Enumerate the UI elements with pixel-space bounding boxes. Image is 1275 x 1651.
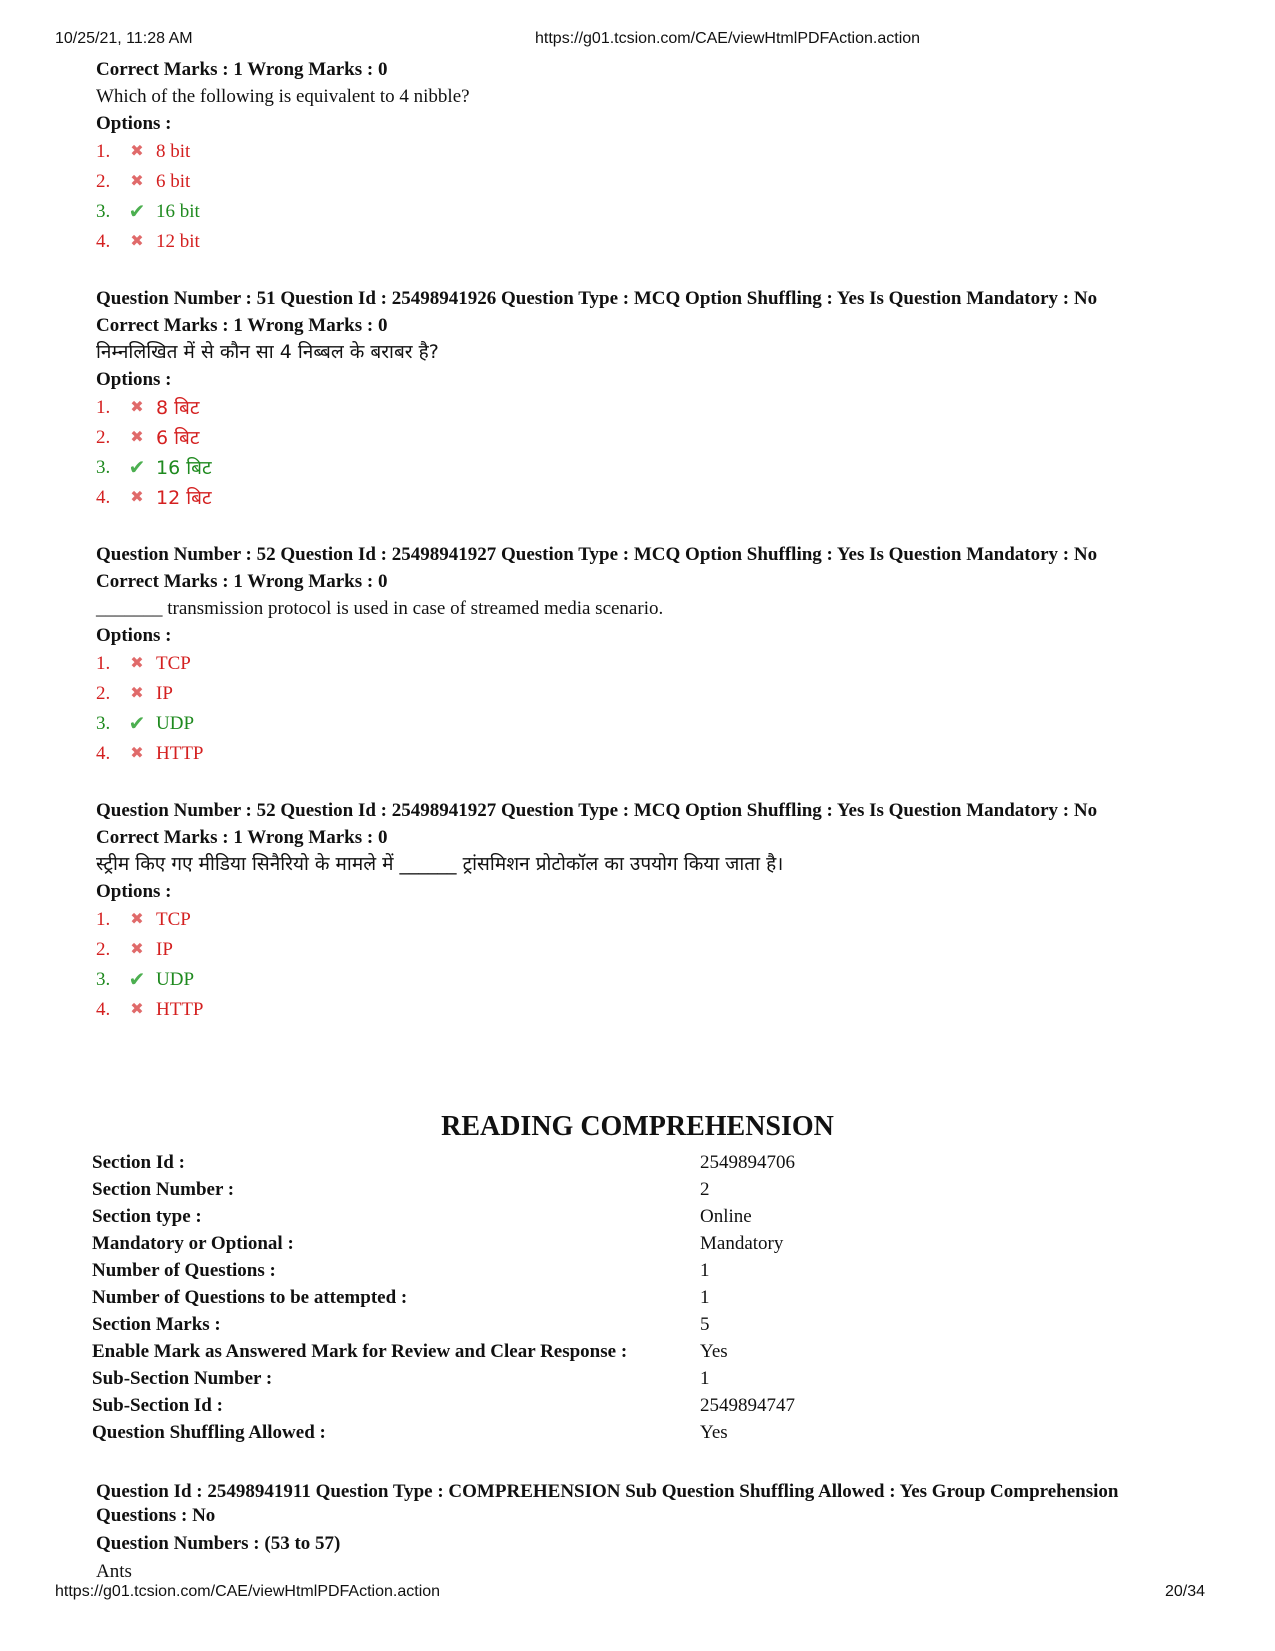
print-datetime: 10/25/21, 11:28 AM (55, 30, 193, 47)
section-info-label: Section Id : (92, 1152, 185, 1173)
option-item (96, 739, 1196, 769)
section-info-row (92, 1368, 1192, 1395)
option-text: IP (156, 683, 173, 704)
question-block (96, 541, 1196, 769)
cross-icon: ✖ (130, 143, 144, 160)
option-item (96, 453, 1196, 483)
option-item (96, 965, 1196, 995)
comprehension-meta-cont: Questions : No (96, 1505, 216, 1526)
section-info-label: Section type : (92, 1206, 202, 1227)
option-number: 2. (96, 683, 111, 704)
question-marks: Correct Marks : 1 Wrong Marks : 0 (96, 571, 388, 592)
comprehension-question-numbers: Question Numbers : (53 to 57) (96, 1533, 341, 1554)
section-info-row (92, 1233, 1192, 1260)
comprehension-meta: Question Id : 25498941911 Question Type : COMPREHENSION Sub Question Shuffling Allowed : Yes Group Comprehension (96, 1481, 1119, 1502)
section-info-row (92, 1179, 1192, 1206)
footer-url: https://g01.tcsion.com/CAE/viewHtmlPDFAction.action (55, 1583, 441, 1600)
option-number: 3. (96, 201, 111, 222)
option-item (96, 905, 1196, 935)
checkmark-icon: ✔ (128, 713, 146, 735)
option-text: IP (156, 939, 173, 960)
option-text: 6 बिट (156, 427, 200, 449)
option-number: 1. (96, 909, 111, 930)
question-meta: Question Number : 52 Question Id : 25498941927 Question Type : MCQ Option Shuffling : Yes Is Question Mandatory : No (96, 800, 1098, 821)
question-marks: Correct Marks : 1 Wrong Marks : 0 (96, 827, 388, 848)
question-text: _______ transmission protocol is used in case of streamed media scenario. (96, 598, 664, 619)
option-item (96, 137, 1196, 167)
question-meta: Question Number : 52 Question Id : 25498941927 Question Type : MCQ Option Shuffling : Yes Is Question Mandatory : No (96, 544, 1098, 565)
cross-icon: ✖ (130, 941, 144, 958)
option-number: 3. (96, 457, 111, 478)
section-info-value: Mandatory (700, 1233, 784, 1254)
option-item (96, 995, 1196, 1025)
option-number: 4. (96, 743, 111, 764)
option-text: UDP (156, 713, 195, 734)
question-block (96, 797, 1196, 1025)
section-info-label: Section Number : (92, 1179, 235, 1200)
comprehension-block (96, 1480, 1196, 1584)
section-info-label: Sub-Section Number : (92, 1368, 273, 1389)
option-item (96, 167, 1196, 197)
cross-icon: ✖ (130, 655, 144, 672)
option-item (96, 197, 1196, 227)
section-info-row (92, 1152, 1192, 1179)
option-text: 8 bit (156, 141, 191, 162)
option-item (96, 227, 1196, 257)
question-text: निम्नलिखित में से कौन सा 4 निब्बल के बराबर है? (96, 341, 439, 363)
cross-icon: ✖ (130, 429, 144, 446)
checkmark-icon: ✔ (128, 457, 146, 479)
section-info-row (92, 1287, 1192, 1314)
cross-icon: ✖ (130, 233, 144, 250)
option-text: 16 bit (156, 201, 200, 222)
section-info-label: Mandatory or Optional : (92, 1233, 294, 1254)
option-number: 1. (96, 141, 111, 162)
option-text: 12 bit (156, 231, 200, 252)
section-info-label: Number of Questions to be attempted : (92, 1287, 408, 1308)
section-info-label: Sub-Section Id : (92, 1395, 223, 1416)
option-number: 1. (96, 397, 111, 418)
option-text: UDP (156, 969, 195, 990)
cross-icon: ✖ (130, 489, 144, 506)
section-info-value: 1 (700, 1287, 710, 1308)
option-item (96, 709, 1196, 739)
option-number: 3. (96, 969, 111, 990)
option-number: 4. (96, 487, 111, 508)
question-meta: Question Number : 51 Question Id : 25498941926 Question Type : MCQ Option Shuffling : Yes Is Question Mandatory : No (96, 288, 1098, 309)
section-info-label: Enable Mark as Answered Mark for Review and Clear Response : (92, 1341, 628, 1362)
checkmark-icon: ✔ (128, 201, 146, 223)
section-info-value: 2 (700, 1179, 710, 1200)
cross-icon: ✖ (130, 399, 144, 416)
option-item (96, 393, 1196, 423)
option-text: TCP (156, 653, 191, 674)
section-title: READING COMPREHENSION (441, 1111, 834, 1142)
question-text: स्ट्रीम किए गए मीडिया सिनैरियो के मामले में ______ ट्रांसमिशन प्रोटोकॉल का उपयोग किया जाता है। (96, 853, 784, 875)
page-number: 20/34 (1165, 1583, 1206, 1600)
option-item (96, 483, 1196, 513)
option-number: 1. (96, 653, 111, 674)
question-list (96, 56, 1196, 1053)
question-marks: Correct Marks : 1 Wrong Marks : 0 (96, 315, 388, 336)
option-number: 4. (96, 231, 111, 252)
question-block (96, 285, 1196, 513)
section-info-value: Online (700, 1206, 752, 1227)
section-info-value: 5 (700, 1314, 710, 1335)
option-number: 3. (96, 713, 111, 734)
section-info-value: 2549894747 (700, 1395, 795, 1416)
comprehension-title: Ants (96, 1561, 132, 1582)
option-text: TCP (156, 909, 191, 930)
option-number: 4. (96, 999, 111, 1020)
cross-icon: ✖ (130, 173, 144, 190)
option-text: 12 बिट (156, 487, 212, 509)
option-number: 2. (96, 171, 111, 192)
options-label: Options : (96, 625, 172, 646)
print-url: https://g01.tcsion.com/CAE/viewHtmlPDFAction.action (535, 30, 921, 47)
section-info-row (92, 1314, 1192, 1341)
option-text: 8 बिट (156, 397, 200, 419)
options-label: Options : (96, 369, 172, 390)
section-info-row (92, 1422, 1192, 1449)
checkmark-icon: ✔ (128, 969, 146, 991)
section-info-row (92, 1341, 1192, 1368)
option-item (96, 679, 1196, 709)
option-text: HTTP (156, 743, 204, 764)
section-info-row (92, 1395, 1192, 1422)
question-text: Which of the following is equivalent to 4 nibble? (96, 86, 470, 107)
option-text: HTTP (156, 999, 204, 1020)
section-info-row (92, 1260, 1192, 1287)
option-item (96, 423, 1196, 453)
section-info-value: 2549894706 (700, 1152, 795, 1173)
option-number: 2. (96, 939, 111, 960)
section-info-value: 1 (700, 1260, 710, 1281)
cross-icon: ✖ (130, 685, 144, 702)
options-label: Options : (96, 881, 172, 902)
section-info-label: Section Marks : (92, 1314, 221, 1335)
cross-icon: ✖ (130, 745, 144, 762)
question-block (96, 56, 1196, 257)
section-info-label: Number of Questions : (92, 1260, 276, 1281)
cross-icon: ✖ (130, 1001, 144, 1018)
section-info-value: 1 (700, 1368, 710, 1389)
option-item (96, 935, 1196, 965)
option-text: 6 bit (156, 171, 191, 192)
cross-icon: ✖ (130, 911, 144, 928)
option-item (96, 649, 1196, 679)
section-info-row (92, 1206, 1192, 1233)
question-marks: Correct Marks : 1 Wrong Marks : 0 (96, 59, 388, 80)
options-label: Options : (96, 113, 172, 134)
section-info-label: Question Shuffling Allowed : (92, 1422, 326, 1443)
option-number: 2. (96, 427, 111, 448)
section-info-value: Yes (700, 1341, 728, 1362)
section-info-value: Yes (700, 1422, 728, 1443)
option-text: 16 बिट (156, 457, 212, 479)
